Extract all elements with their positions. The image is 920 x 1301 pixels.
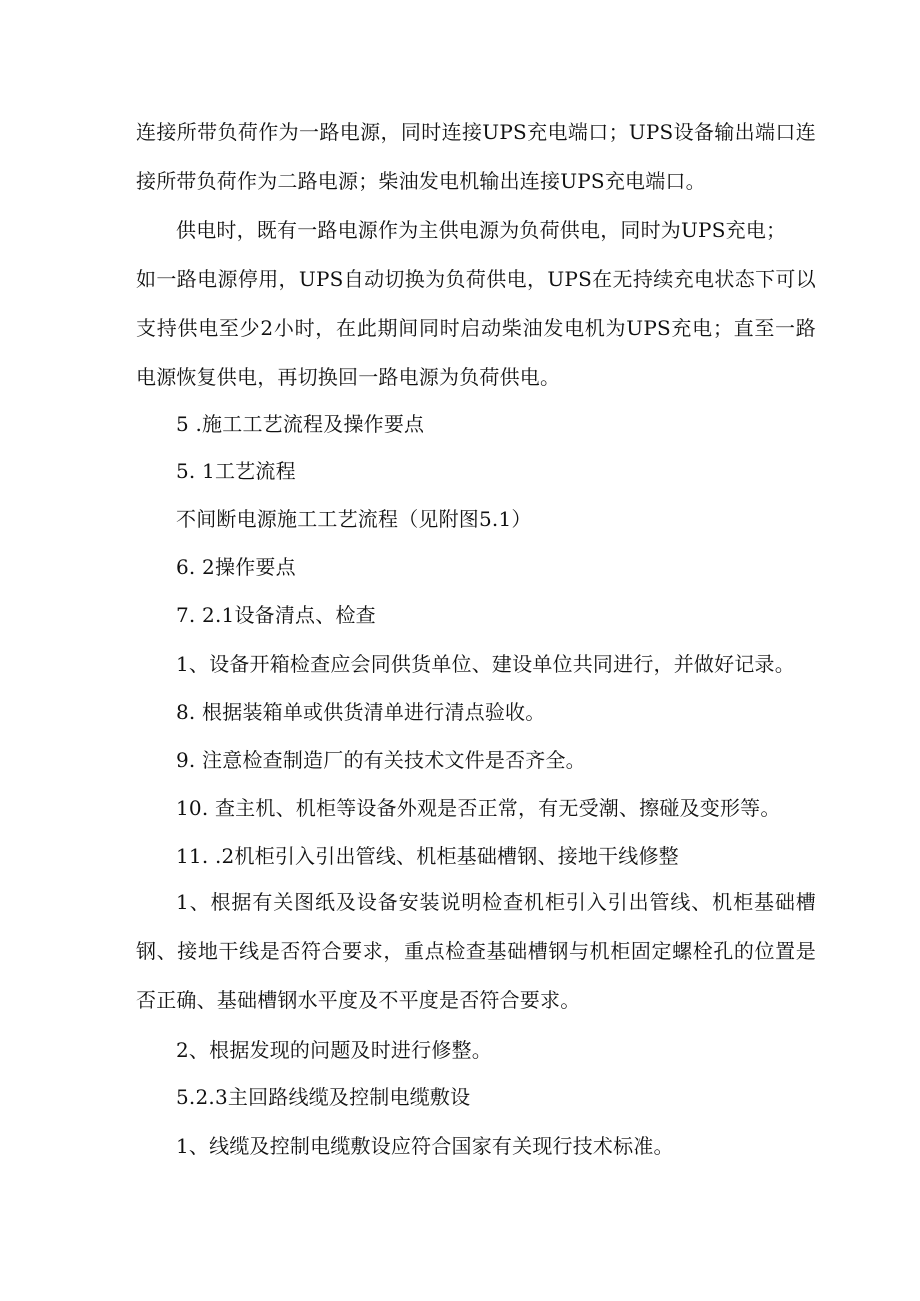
section-heading: 6. 2操作要点: [176, 555, 296, 579]
list-item: 10. 查主机、机柜等设备外观是否正常，有无受潮、擦碰及变形等。: [176, 796, 781, 820]
paragraph-line: 否正确、基础槽钢水平度及不平度是否符合要求。: [136, 988, 581, 1012]
list-item: 2、根据发现的问题及时进行修整。: [176, 1038, 492, 1062]
paragraph-line: 不间断电源施工工艺流程（见附图5.1）: [176, 507, 532, 531]
paragraph-line: 供电时，既有一路电源作为主供电源为负荷供电，同时为UPS充电；: [176, 218, 787, 242]
paragraph-line: 如一路电源停用，UPS自动切换为负荷供电，UPS在无持续充电状态下可以: [136, 267, 816, 291]
paragraph-line: 1、根据有关图纸及设备安装说明检查机柜引入引出管线、机柜基础槽: [176, 890, 816, 914]
paragraph-line: 电源恢复供电，再切换回一路电源为负荷供电。: [136, 365, 561, 389]
section-heading: 5. 1工艺流程: [176, 459, 296, 483]
list-item: 1、线缆及控制电缆敷设应符合国家有关现行技术标准。: [176, 1134, 674, 1158]
list-item: 1、设备开箱检查应会同供货单位、建设单位共同进行，并做好记录。: [176, 652, 795, 676]
paragraph-line: 支持供电至少2小时，在此期间同时启动柴油发电机为UPS充电；直至一路: [136, 316, 816, 340]
paragraph-line: 接所带负荷作为二路电源；柴油发电机输出连接UPS充电端口。: [136, 169, 706, 193]
section-heading: 5.2.3主回路线缆及控制电缆敷设: [176, 1085, 471, 1109]
section-heading: 11. .2机柜引入引出管线、机柜基础槽钢、接地干线修整: [176, 844, 679, 868]
list-item: 9. 注意检查制造厂的有关技术文件是否齐全。: [176, 748, 586, 772]
section-heading: 5 .施工工艺流程及操作要点: [176, 412, 425, 436]
paragraph-line: 连接所带负荷作为一路电源，同时连接UPS充电端口；UPS设备输出端口连: [136, 120, 816, 144]
section-heading: 7. 2.1设备清点、检查: [176, 603, 376, 627]
paragraph-line: 钢、接地干线是否符合要求，重点检查基础槽钢与机柜固定螺栓孔的位置是: [136, 939, 816, 963]
list-item: 8. 根据装箱单或供货清单进行清点验收。: [176, 700, 546, 724]
